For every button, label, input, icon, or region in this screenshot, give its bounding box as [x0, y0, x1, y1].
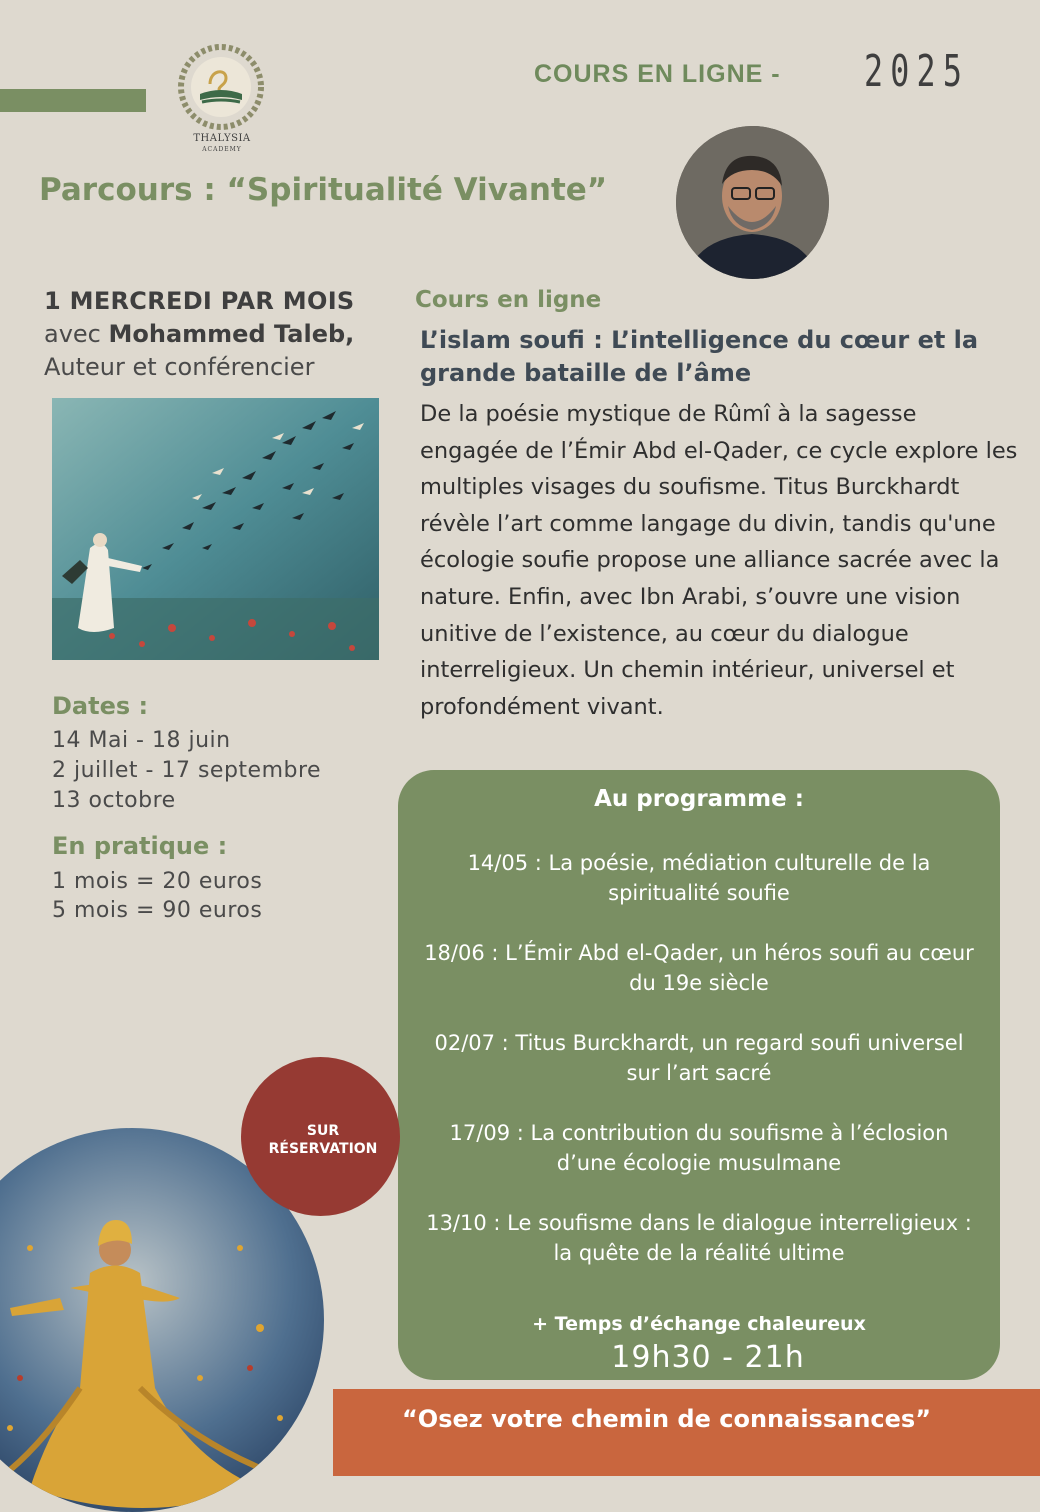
programme-list [420, 848, 978, 1298]
programme-item: 14/05 : La poésie, médiation culturelle de la spiritualité soufie [467, 851, 931, 905]
thalysia-logo [176, 42, 266, 162]
reservation-text [241, 1122, 405, 1158]
reservation-line: RÉSERVATION [268, 1141, 378, 1157]
price-line: 1 mois = 20 euros [52, 869, 263, 894]
pricing-list [52, 867, 262, 925]
frequency-label: 1 MERCREDI PAR MOIS [44, 287, 355, 315]
programme-item: 13/10 : Le soufisme dans le dialogue interreligieux : la quête de la réalité ultime [426, 1211, 972, 1265]
footer-quote: “Osez votre chemin de connaissances” [402, 1405, 931, 1433]
course-description: De la poésie mystique de Rûmî à la sagesse engagée de l’Émir Abd el-Qader, ce cycle explore les multiples visages du soufisme. Titus Burckhardt révèle l’art comme langage du divin, tandis qu'une écologie soufie propose une alliance sacrée avec la nature. Enfin, avec Ibn Arabi, s’ouvre une vision unitive de l’existence, au cœur du dialogue interreligieux. Un chemin intérieur, universel et profondément vivant. [420, 401, 1018, 720]
programme-title: Au programme : [594, 786, 804, 812]
programme-time: 19h30 - 21h [611, 1340, 805, 1375]
logo-name: THALYSIA [193, 133, 251, 144]
header-year: 2025 [864, 46, 970, 97]
header-label: COURS EN LIGNE - [534, 60, 781, 88]
dates-title: Dates : [52, 692, 149, 720]
programme-item: 17/09 : La contribution du soufisme à l’éclosion d’une écologie musulmane [449, 1121, 949, 1175]
date-line: 14 Mai - 18 juin [52, 728, 231, 753]
programme-item: 02/07 : Titus Burckhardt, un regard soufi universel sur l’art sacré [434, 1031, 964, 1085]
speaker-name: Mohammed Taleb, [108, 320, 355, 348]
decorative-green-bar [0, 89, 146, 112]
parcours-title: Parcours : “Spiritualité Vivante” [39, 172, 608, 208]
sufi-birds-painting [52, 398, 379, 660]
course-title: L’islam soufi : L’intelligence du cœur et la grande bataille de l’âme [420, 326, 979, 387]
dates-list [52, 726, 321, 816]
date-line: 2 juillet - 17 septembre [52, 758, 322, 783]
speaker-role: Auteur et conférencier [44, 353, 315, 381]
avec-text: avec [44, 320, 101, 348]
speaker-line [44, 320, 354, 348]
course-kicker: Cours en ligne [415, 287, 602, 313]
speaker-portrait [676, 126, 829, 279]
reservation-line: SUR [306, 1123, 340, 1139]
date-line: 13 octobre [52, 788, 176, 813]
pratique-title: En pratique : [52, 832, 228, 860]
logo-subtitle: ACADEMY [202, 146, 242, 153]
programme-item: 18/06 : L’Émir Abd el-Qader, un héros soufi au cœur du 19e siècle [424, 941, 974, 995]
programme-extra: + Temps d’échange chaleureux [532, 1313, 866, 1335]
price-line: 5 mois = 90 euros [52, 898, 263, 923]
